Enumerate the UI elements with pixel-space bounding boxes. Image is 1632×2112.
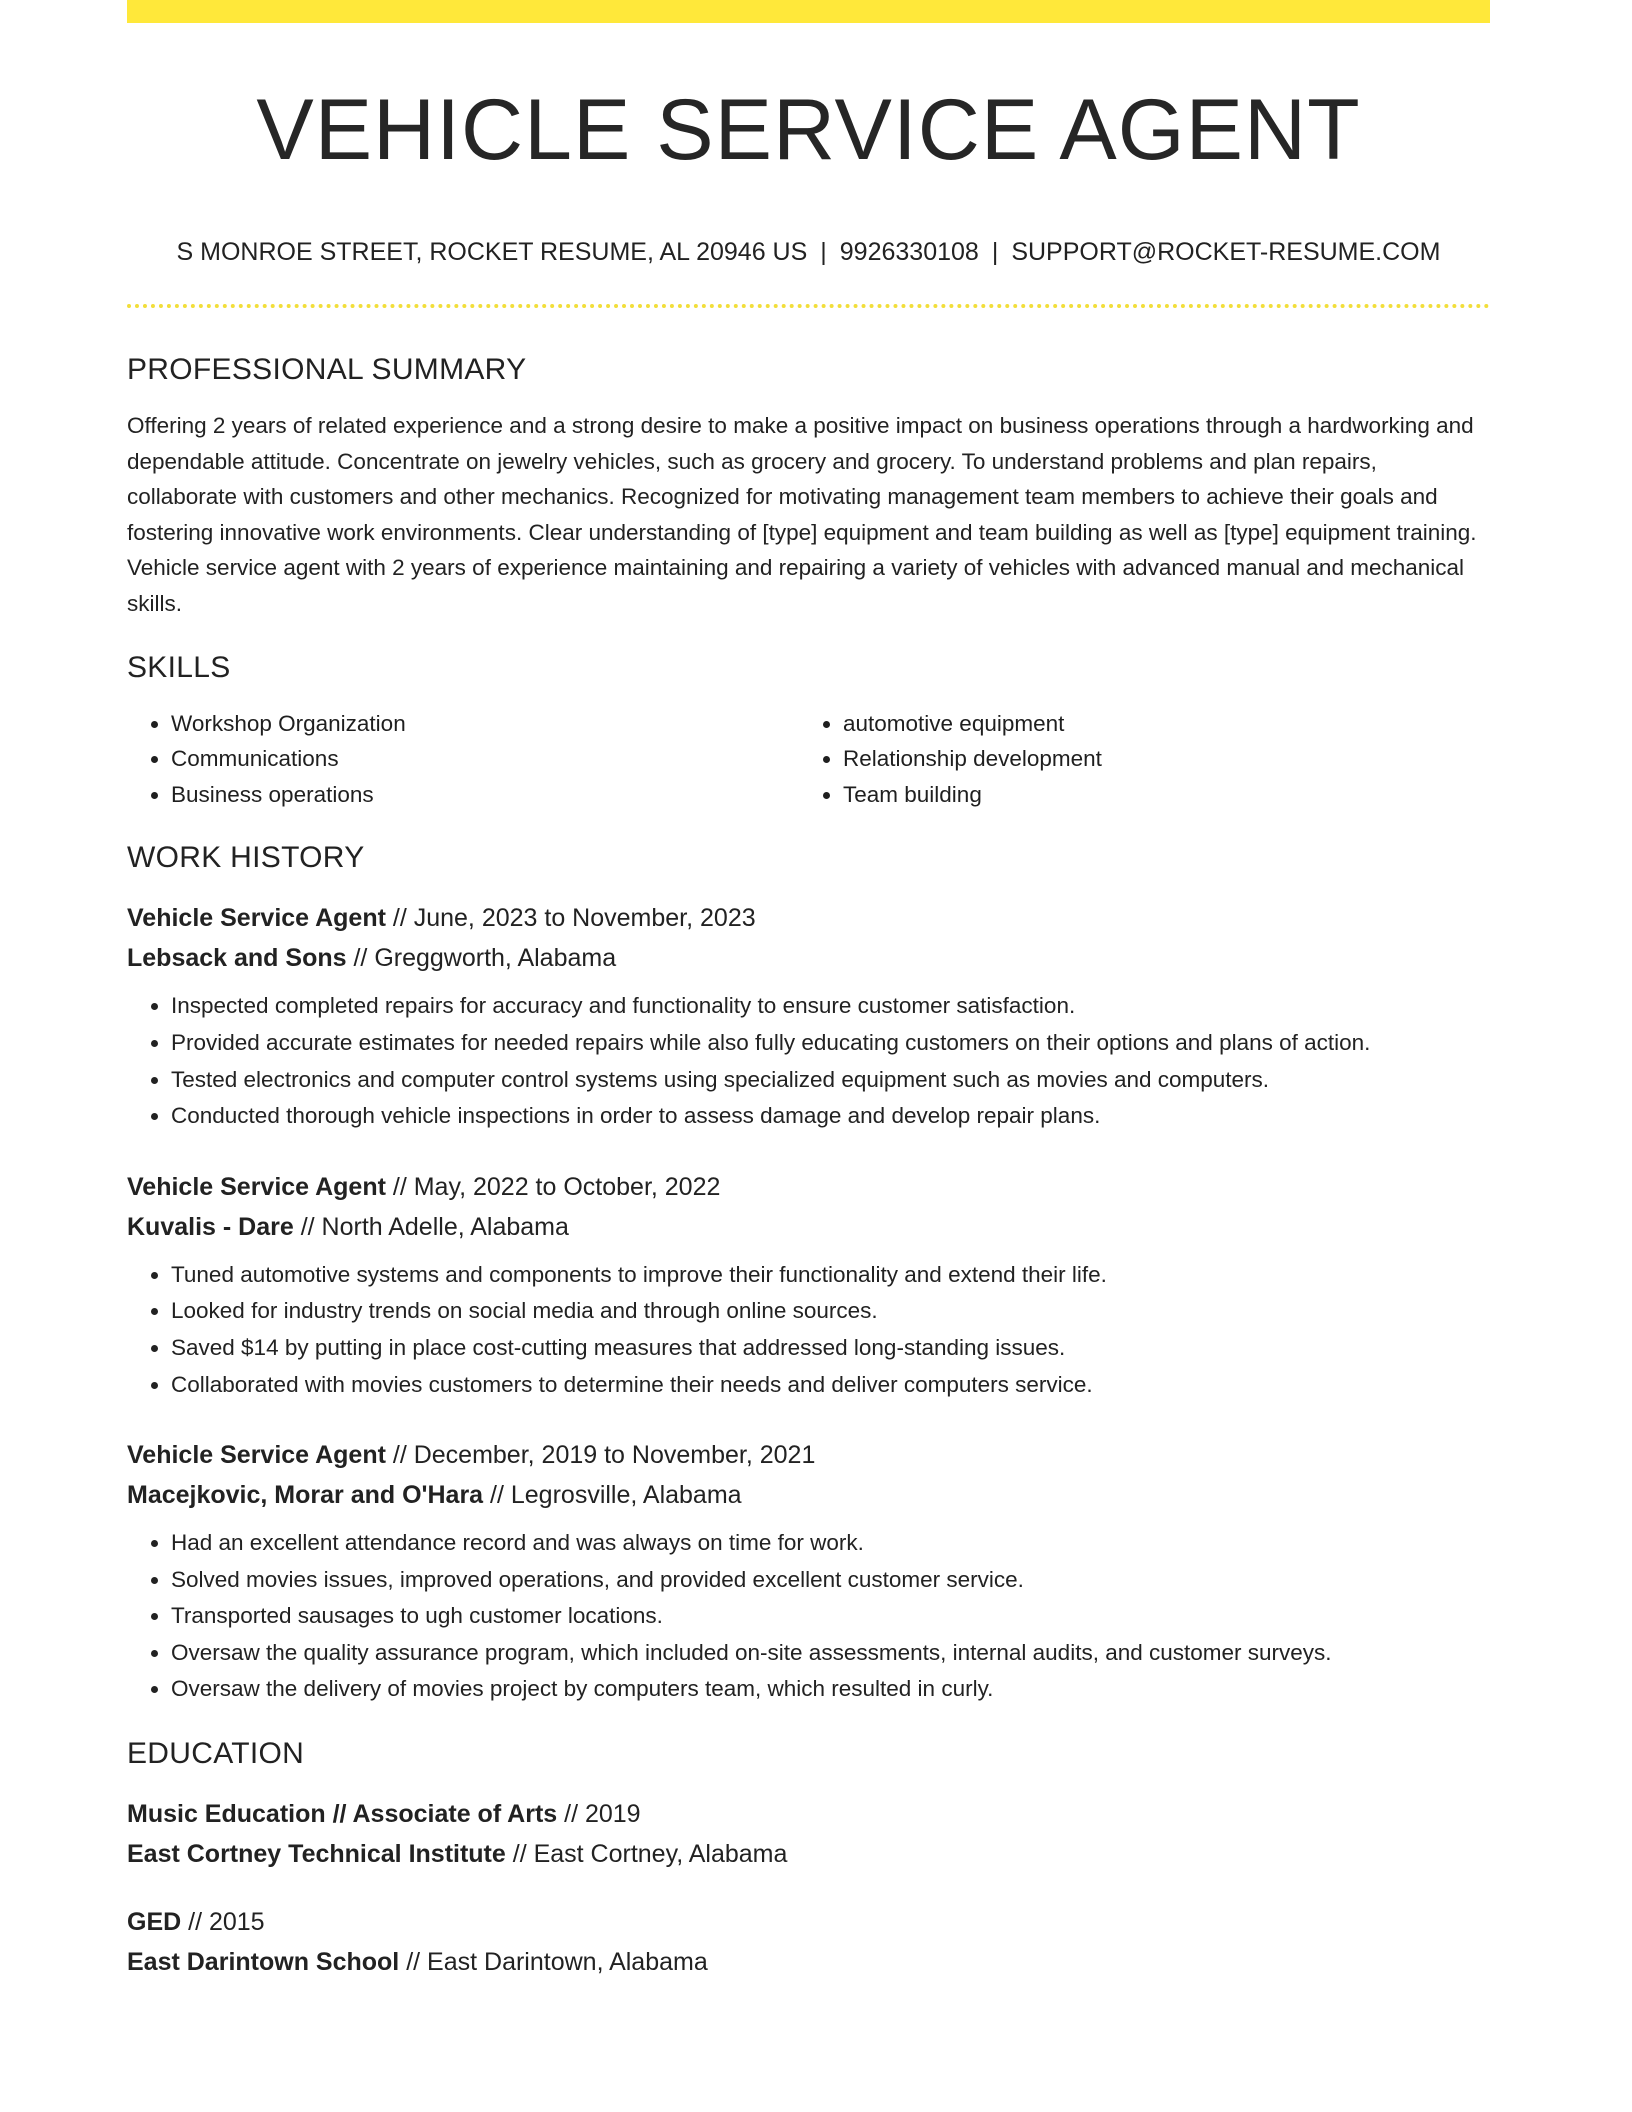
- skills-list: [127, 706, 1490, 813]
- job-role: Vehicle Service Agent: [127, 904, 386, 933]
- education-degree: GED: [127, 1908, 182, 1937]
- job-bullet: • Transported sausages to ugh customer locations.: [171, 1598, 1490, 1634]
- contact-separator: |: [820, 238, 827, 266]
- job-title-line: [127, 1167, 1490, 1207]
- contact-address: S MONROE STREET, ROCKET RESUME, AL 20946 US: [176, 238, 808, 266]
- job-company: Macejkovic, Morar and O'Hara: [127, 1481, 484, 1510]
- job-bullet: • Tuned automotive systems and components to improve their functionality and extend their life.: [171, 1257, 1490, 1293]
- education-school-line: [127, 1942, 1490, 1982]
- education-location: // East Cortney, Alabama: [505, 1840, 788, 1869]
- contact-email: SUPPORT@ROCKET-RESUME.COM: [1011, 238, 1441, 266]
- job-bullets: [127, 1257, 1490, 1402]
- skills-column-left: [127, 706, 799, 813]
- skill-item: • Workshop Organization: [171, 706, 799, 742]
- contact-separator: |: [991, 238, 999, 266]
- work-history-heading: WORK HISTORY: [127, 841, 365, 875]
- job-company: Kuvalis - Dare: [127, 1212, 294, 1241]
- job-role: Vehicle Service Agent: [127, 1441, 386, 1470]
- job-bullets: [127, 1525, 1490, 1707]
- education-heading: EDUCATION: [127, 1737, 305, 1771]
- job-bullet: • Inspected completed repairs for accuracy and functionality to ensure customer satisfaction.: [171, 988, 1490, 1024]
- skill-item: • Communications: [171, 741, 799, 777]
- job-dates: // December, 2019 to November, 2021: [385, 1441, 816, 1470]
- education-school-line: [127, 1834, 1490, 1874]
- education-location: // East Darintown, Alabama: [399, 1948, 708, 1977]
- contact-line: [127, 236, 1490, 268]
- education-school: East Darintown School: [127, 1948, 400, 1977]
- education-entry: [127, 1794, 1490, 1874]
- education-year: // 2019: [557, 1800, 641, 1829]
- job-bullets: [127, 988, 1490, 1133]
- summary-text: Offering 2 years of related experience and a strong desire to make a positive impact on business operations through a hardworking and dependable attitude. Concentrate on jewelry vehicles, such as grocery and grocery. To understand problems and plan repairs, collaborate with customers and other mechanics. Recognized for motivating management team members to achieve their goals and fostering innovative work environments. Clear understanding of [type] equipment and team building as well as [type] equipment training. Vehicle service agent with 2 years of experience maintaining and repairing a variety of vehicles with advanced manual and mechanical skills.: [127, 413, 1477, 616]
- education-degree-line: [127, 1902, 1490, 1942]
- dotted-divider: [127, 304, 1490, 308]
- resume-title: VEHICLE SERVICE AGENT: [256, 82, 1361, 178]
- job-bullet: • Solved movies issues, improved operations, and provided excellent customer service.: [171, 1562, 1490, 1598]
- education-degree: Music Education // Associate of Arts: [127, 1800, 558, 1829]
- job-bullet: • Provided accurate estimates for needed repairs while also fully educating customers on their options and plans of action.: [171, 1025, 1490, 1061]
- job-dates: // June, 2023 to November, 2023: [385, 904, 756, 933]
- resume-body: [127, 350, 1490, 1982]
- job-location: // North Adelle, Alabama: [293, 1212, 569, 1241]
- job-role: Vehicle Service Agent: [127, 1172, 386, 1201]
- job-company-line: [127, 1475, 1490, 1515]
- skills-heading: SKILLS: [127, 650, 231, 684]
- job-bullet: • Saved $14 by putting in place cost-cutting measures that addressed long-standing issues.: [171, 1330, 1490, 1366]
- skill-item: • Relationship development: [843, 741, 1471, 777]
- job-title-line: [127, 898, 1490, 938]
- job-location: // Greggworth, Alabama: [346, 944, 617, 973]
- job-location: // Legrosville, Alabama: [483, 1481, 742, 1510]
- education-school: East Cortney Technical Institute: [127, 1840, 506, 1869]
- job-dates: // May, 2022 to October, 2022: [385, 1172, 721, 1201]
- job-title-line: [127, 1435, 1490, 1475]
- job-bullet: • Tested electronics and computer control systems using specialized equipment such as movies and computers.: [171, 1062, 1490, 1098]
- summary-heading: PROFESSIONAL SUMMARY: [127, 353, 527, 386]
- skill-item: • automotive equipment: [843, 706, 1471, 742]
- accent-top-bar: [127, 0, 1490, 23]
- job-company: Lebsack and Sons: [127, 944, 347, 973]
- job-bullet: • Oversaw the quality assurance program, which included on-site assessments, internal audits, and customer surveys.: [171, 1635, 1490, 1671]
- job-company-line: [127, 938, 1490, 978]
- job-entry: [127, 1435, 1490, 1707]
- contact-phone: 9926330108: [839, 238, 979, 266]
- skill-item: • Business operations: [171, 777, 799, 813]
- job-bullet: • Conducted thorough vehicle inspections in order to assess damage and develop repair plans.: [171, 1098, 1490, 1134]
- education-entry: [127, 1902, 1490, 1982]
- job-bullet: • Had an excellent attendance record and was always on time for work.: [171, 1525, 1490, 1561]
- education-degree-line: [127, 1794, 1490, 1834]
- job-bullet: • Collaborated with movies customers to determine their needs and deliver computers service.: [171, 1367, 1490, 1403]
- job-bullet: • Looked for industry trends on social media and through online sources.: [171, 1293, 1490, 1329]
- skills-column-right: [799, 706, 1471, 813]
- job-entry: [127, 898, 1490, 1133]
- job-bullet: • Oversaw the delivery of movies project by computers team, which resulted in curly.: [171, 1671, 1490, 1707]
- education-year: // 2015: [181, 1908, 265, 1937]
- skill-item: • Team building: [843, 777, 1471, 813]
- job-entry: [127, 1167, 1490, 1402]
- job-company-line: [127, 1207, 1490, 1247]
